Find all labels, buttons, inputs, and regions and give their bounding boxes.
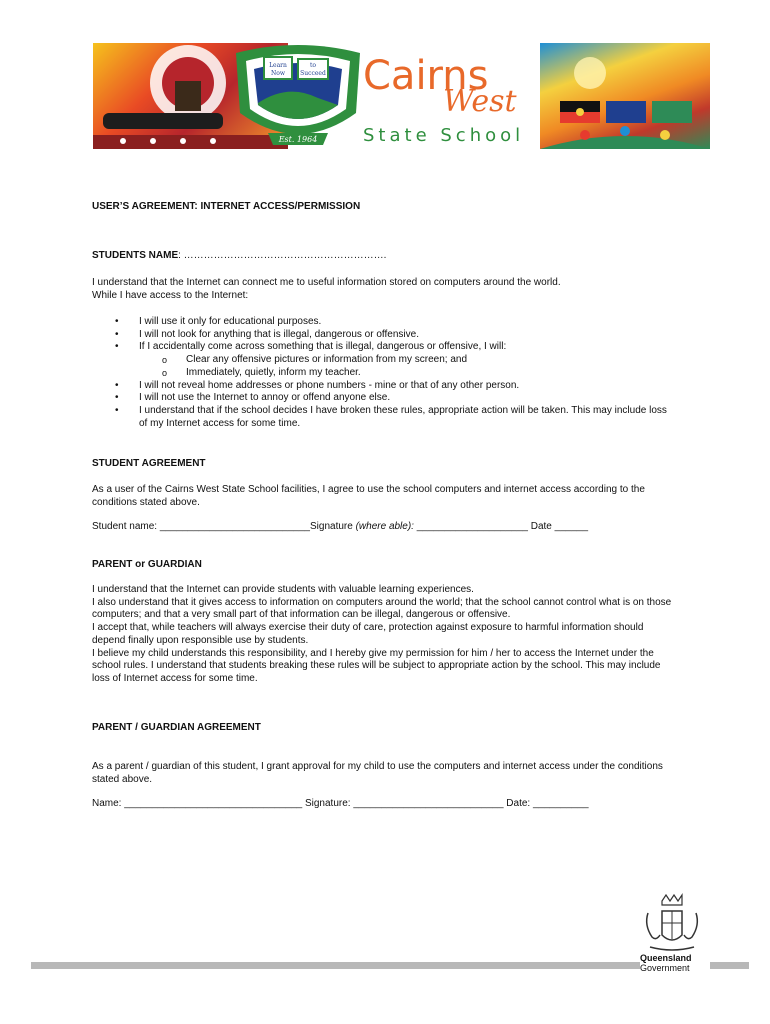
document-title: USER’S AGREEMENT: INTERNET ACCESS/PERMISSION [92,201,361,212]
school-banner [93,43,710,149]
rule-item: • I will use it only for educational purposes. [92,316,672,329]
sub-rule-item: o Clear any offensive pictures or information from my screen; and [139,354,672,367]
parent-signature-line [92,798,672,811]
students-name-colon: : [178,250,181,261]
motto-line-1: Learn [269,62,287,69]
rule-item: • I will not reveal home addresses or phone numbers - mine or that of any other person. [92,380,672,393]
rule-item: • I understand that if the school decides I have broken these rules, appropriate action will be taken. This may include loss of my Internet access for some time. [92,405,672,430]
parent-signature-field[interactable]: ___________________________ [353,798,504,809]
intro-paragraph [92,277,672,302]
parent-date-field[interactable]: __________ [533,798,589,809]
rule-item-text: If I accidentally come across something that is illegal, dangerous or offensive, I will: [139,341,507,353]
sub-rule-item: o Immediately, quietly, inform my teacher. [139,367,672,380]
parent-agreement-text: As a parent / guardian of this student, I grant approval for my child to use the computers and internet access under the conditions stated above. [92,761,663,785]
parent-agreement-heading: PARENT / GUARDIAN AGREEMENT [92,722,261,733]
parent-signature-label: Signature: [302,798,354,809]
students-name-line [92,250,672,263]
school-name-logo [361,49,546,149]
school-name-west: West [443,84,517,119]
student-name-field[interactable]: ___________________________ [159,521,310,532]
parent-paragraph-4: I believe my child understands this responsibility, and I hereby give my permission for him / her to access the Internet under the school rules. I understand that students breaking these rules will be subject to appropriate action by the school. This may include loss of Internet access for some time. [92,647,661,684]
student-agreement-heading: STUDENT AGREEMENT [92,458,206,469]
student-signature-label: Signature [310,521,356,532]
student-signature-field[interactable]: ____________________ [413,521,531,532]
parent-name-field[interactable]: ________________________________ [124,798,303,809]
motto-line-3: to [309,62,317,69]
gov-logo-line-1: Queensland [640,953,692,963]
school-name-state-school: State School [363,125,525,146]
student-date-field[interactable]: ______ [554,521,589,532]
rules-list [92,316,672,430]
motto-line-4: Succeed [300,70,326,77]
queensland-government-logo [640,953,710,975]
queensland-crest-icon [640,888,704,960]
student-name-label: Student name: [92,521,160,532]
parent-paragraph-2: I also understand that it gives access to information on computers around the world; that the school cannot control what is on those computers; and that a very small part of that information can be illegal, dangerous or offensive. [92,596,672,621]
gov-logo-line-2: Government [640,963,690,973]
motto-line-2: Now [271,70,285,77]
rule-item: • I will not use the Internet to annoy or offend anyone else. [92,392,672,405]
parent-name-label: Name: [92,798,125,809]
school-crest-icon [228,43,368,149]
student-signature-line [92,521,672,534]
student-signature-note: (where able): [355,521,414,532]
established-date: Est. 1964 [278,135,318,144]
school-name-cairns: Cairns [363,53,489,99]
parent-text [92,584,672,686]
students-name-dots: ……………………………………………………. [180,250,387,261]
artwork-right-icon [540,43,710,149]
banner-artwork-right [540,43,710,149]
intro-line-1: I understand that the Internet can connect me to useful information stored on computers around the world. [92,277,561,288]
intro-line-2: While I have access to the Internet: [92,289,249,301]
rule-item: • I will not look for anything that is illegal, dangerous or offensive. [92,329,672,342]
rule-item [92,341,672,379]
parent-paragraph-3: I accept that, while teachers will always exercise their duty of care, protection against exposure to harmful information should depend finally upon responsible use by students. [92,622,644,646]
parent-date-label: Date: [503,798,533,809]
student-date-label: Date [530,521,555,532]
students-name-label: STUDENTS NAME [92,250,179,261]
student-agreement-text: As a user of the Cairns West State School facilities, I agree to use the school computers and internet access according to the conditions stated above. [92,484,645,508]
parent-heading: PARENT or GUARDIAN [92,559,202,570]
parent-paragraph-1: I understand that the Internet can provide students with valuable learning experiences. [92,584,474,595]
